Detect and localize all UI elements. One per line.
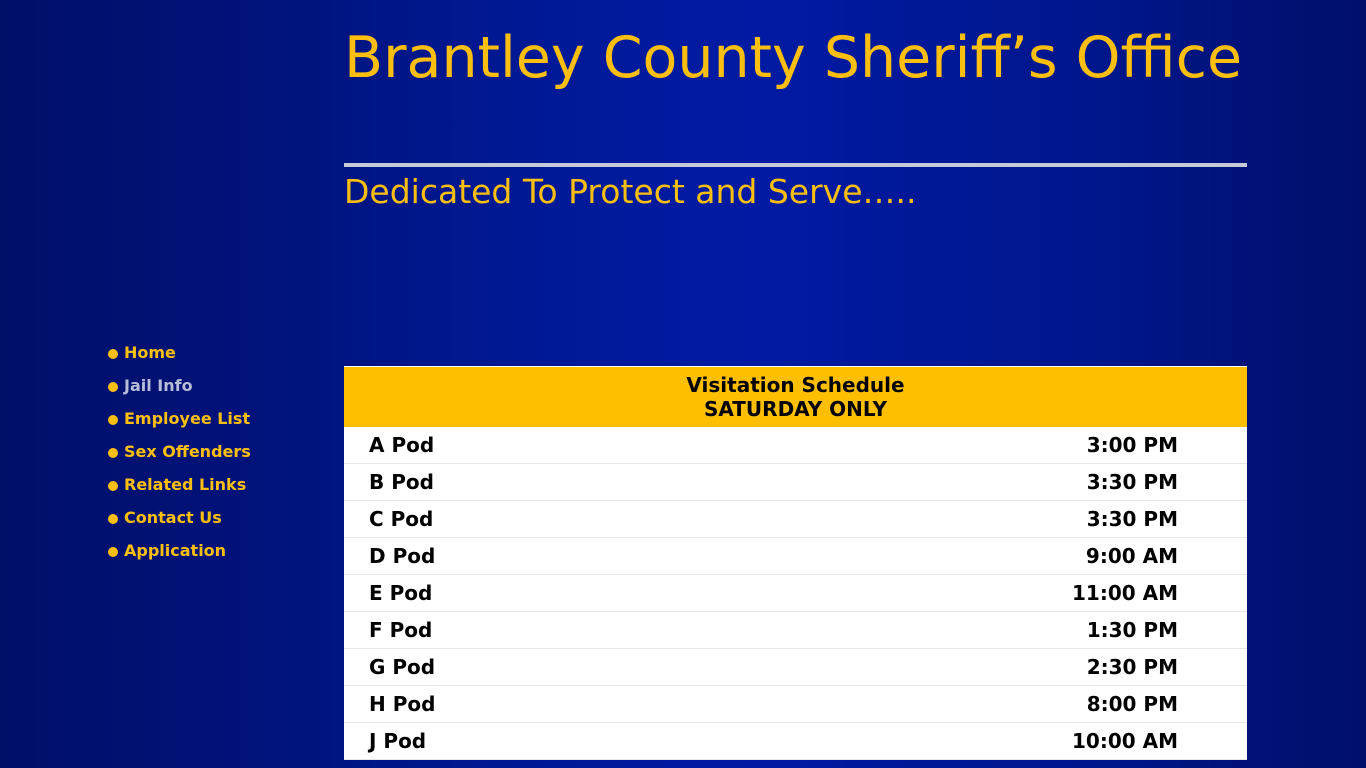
visitation-schedule-table <box>344 366 1247 760</box>
bullet-icon <box>108 481 118 491</box>
site-title: Brantley County Sheriff’s Office <box>344 25 1243 91</box>
schedule-subtitle: SATURDAY ONLY <box>703 397 888 421</box>
bullet-icon <box>108 415 118 425</box>
nav-link-home[interactable]: Home <box>124 343 176 362</box>
bullet-icon <box>108 382 118 392</box>
pod-name: F Pod <box>344 612 654 649</box>
sidebar-nav <box>108 336 251 567</box>
bullet-icon <box>108 547 118 557</box>
table-row <box>344 464 1247 501</box>
visit-time: 9:00 AM <box>654 538 1247 575</box>
visit-time: 3:30 PM <box>654 501 1247 538</box>
pod-name: H Pod <box>344 686 654 723</box>
pod-name: E Pod <box>344 575 654 612</box>
pod-name: B Pod <box>344 464 654 501</box>
table-row <box>344 686 1247 723</box>
nav-link-application[interactable]: Application <box>124 541 227 560</box>
visit-time: 2:30 PM <box>654 649 1247 686</box>
table-row <box>344 649 1247 686</box>
pod-name: D Pod <box>344 538 654 575</box>
nav-item-jail-info <box>108 369 251 402</box>
visit-time: 8:00 PM <box>654 686 1247 723</box>
schedule-header-row <box>344 367 1247 428</box>
pod-name: G Pod <box>344 649 654 686</box>
site-tagline: Dedicated To Protect and Serve….. <box>344 172 917 211</box>
nav-item-related-links <box>108 468 251 501</box>
nav-item-sex-offenders <box>108 435 251 468</box>
schedule-title: Visitation Schedule <box>686 373 905 397</box>
title-divider <box>344 163 1247 167</box>
visit-time: 10:00 AM <box>654 723 1247 760</box>
table-row <box>344 538 1247 575</box>
table-row <box>344 612 1247 649</box>
nav-link-jail-info[interactable]: Jail Info <box>124 376 193 395</box>
visit-time: 11:00 AM <box>654 575 1247 612</box>
visit-time: 1:30 PM <box>654 612 1247 649</box>
nav-item-application <box>108 534 251 567</box>
nav-item-home <box>108 336 251 369</box>
visit-time: 3:00 PM <box>654 427 1247 464</box>
bullet-icon <box>108 448 118 458</box>
table-row <box>344 723 1247 760</box>
nav-item-employee-list <box>108 402 251 435</box>
nav-link-employee-list[interactable]: Employee List <box>124 409 251 428</box>
table-row <box>344 575 1247 612</box>
pod-name: J Pod <box>344 723 654 760</box>
pod-name: C Pod <box>344 501 654 538</box>
table-row <box>344 427 1247 464</box>
nav-item-contact-us <box>108 501 251 534</box>
pod-name: A Pod <box>344 427 654 464</box>
table-row <box>344 501 1247 538</box>
bullet-icon <box>108 514 118 524</box>
nav-link-sex-offenders[interactable]: Sex Offenders <box>124 442 251 461</box>
schedule-header <box>344 367 1247 428</box>
nav-link-contact-us[interactable]: Contact Us <box>124 508 222 527</box>
visit-time: 3:30 PM <box>654 464 1247 501</box>
bullet-icon <box>108 349 118 359</box>
nav-link-related-links[interactable]: Related Links <box>124 475 247 494</box>
